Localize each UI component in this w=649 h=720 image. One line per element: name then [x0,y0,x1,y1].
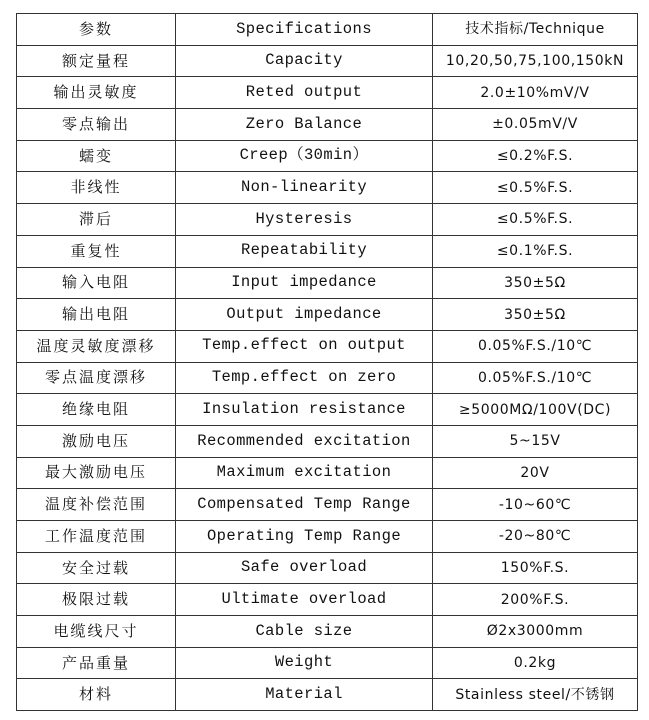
parameter-name-en: Creep（30min） [176,140,433,172]
parameter-value: ≤0.2%F.S. [433,140,638,172]
table-row [17,77,638,109]
table-row [17,584,638,616]
table-row [17,521,638,553]
parameter-name-cn: 滞后 [17,204,176,236]
table-row [17,425,638,457]
parameter-name-cn: 最大激励电压 [17,457,176,489]
parameter-name-en: Temp.effect on output [176,330,433,362]
table-row [17,552,638,584]
parameter-name-cn: 蠕变 [17,140,176,172]
parameter-name-en: Repeatability [176,235,433,267]
parameter-value: 10,20,50,75,100,150kN [433,45,638,77]
parameter-name-en: Hysteresis [176,204,433,236]
table-row [17,267,638,299]
parameter-name-en: Output impedance [176,299,433,331]
parameter-name-cn: 安全过载 [17,552,176,584]
parameter-name-en: Safe overload [176,552,433,584]
parameter-name-en: Operating Temp Range [176,521,433,553]
parameter-name-cn: 激励电压 [17,425,176,457]
parameter-value: 200%F.S. [433,584,638,616]
parameter-name-en: Insulation resistance [176,394,433,426]
parameter-name-cn: 产品重量 [17,647,176,679]
table-row [17,235,638,267]
parameter-value: ≤0.1%F.S. [433,235,638,267]
parameter-value: ±0.05mV/V [433,109,638,141]
parameter-name-cn: 零点输出 [17,109,176,141]
parameter-name-cn: 极限过载 [17,584,176,616]
parameter-name-cn: 温度补偿范围 [17,489,176,521]
table-row [17,394,638,426]
parameter-value: 150%F.S. [433,552,638,584]
parameter-value: ≤0.5%F.S. [433,204,638,236]
table-row [17,45,638,77]
parameter-value: 0.05%F.S./10℃ [433,330,638,362]
parameter-name-en: Non-linearity [176,172,433,204]
table-row [17,647,638,679]
parameter-value: ≤0.5%F.S. [433,172,638,204]
parameter-name-cn: 零点温度漂移 [17,362,176,394]
parameter-name-en: Ultimate overload [176,584,433,616]
parameter-name-en: Temp.effect on zero [176,362,433,394]
parameter-value: 350±5Ω [433,299,638,331]
table-row [17,679,638,711]
parameter-value: 5~15V [433,425,638,457]
parameter-value: 20V [433,457,638,489]
parameter-value: -10~60℃ [433,489,638,521]
parameter-value: Ø2x3000mm [433,616,638,648]
table-row [17,140,638,172]
parameter-name-cn: 非线性 [17,172,176,204]
parameter-value: 0.05%F.S./10℃ [433,362,638,394]
table-row [17,457,638,489]
specifications-table-body [17,14,638,711]
parameter-name-en: Zero Balance [176,109,433,141]
table-row [17,330,638,362]
table-row [17,489,638,521]
parameter-name-cn: 重复性 [17,235,176,267]
table-row [17,362,638,394]
parameter-value: 0.2kg [433,647,638,679]
parameter-name-en: Material [176,679,433,711]
parameter-value: ≥5000MΩ/100V(DC) [433,394,638,426]
parameter-name-cn: 温度灵敏度漂移 [17,330,176,362]
parameter-value: Stainless steel/不锈钢 [433,679,638,711]
parameter-name-cn: 输出电阻 [17,299,176,331]
parameter-name-en: Compensated Temp Range [176,489,433,521]
parameter-name-en: Cable size [176,616,433,648]
table-header-row [17,14,638,46]
parameter-name-en: Input impedance [176,267,433,299]
header-specifications-cell: Specifications [176,14,433,46]
table-row [17,204,638,236]
parameter-name-en: Weight [176,647,433,679]
parameter-name-cn: 输入电阻 [17,267,176,299]
parameter-name-cn: 输出灵敏度 [17,77,176,109]
parameter-value: 350±5Ω [433,267,638,299]
parameter-name-en: Maximum excitation [176,457,433,489]
table-row [17,299,638,331]
parameter-name-cn: 绝缘电阻 [17,394,176,426]
parameter-value: -20~80℃ [433,521,638,553]
header-technique-cell: 技术指标/Technique [433,14,638,46]
table-row [17,172,638,204]
specifications-table [16,13,638,711]
parameter-name-cn: 电缆线尺寸 [17,616,176,648]
parameter-name-cn: 工作温度范围 [17,521,176,553]
table-row [17,109,638,141]
parameter-name-cn: 额定量程 [17,45,176,77]
table-row [17,616,638,648]
parameter-name-cn: 材料 [17,679,176,711]
parameter-value: 2.0±10%mV/V [433,77,638,109]
parameter-name-en: Recommended excitation [176,425,433,457]
header-parameter-cell: 参数 [17,14,176,46]
parameter-name-en: Reted output [176,77,433,109]
parameter-name-en: Capacity [176,45,433,77]
